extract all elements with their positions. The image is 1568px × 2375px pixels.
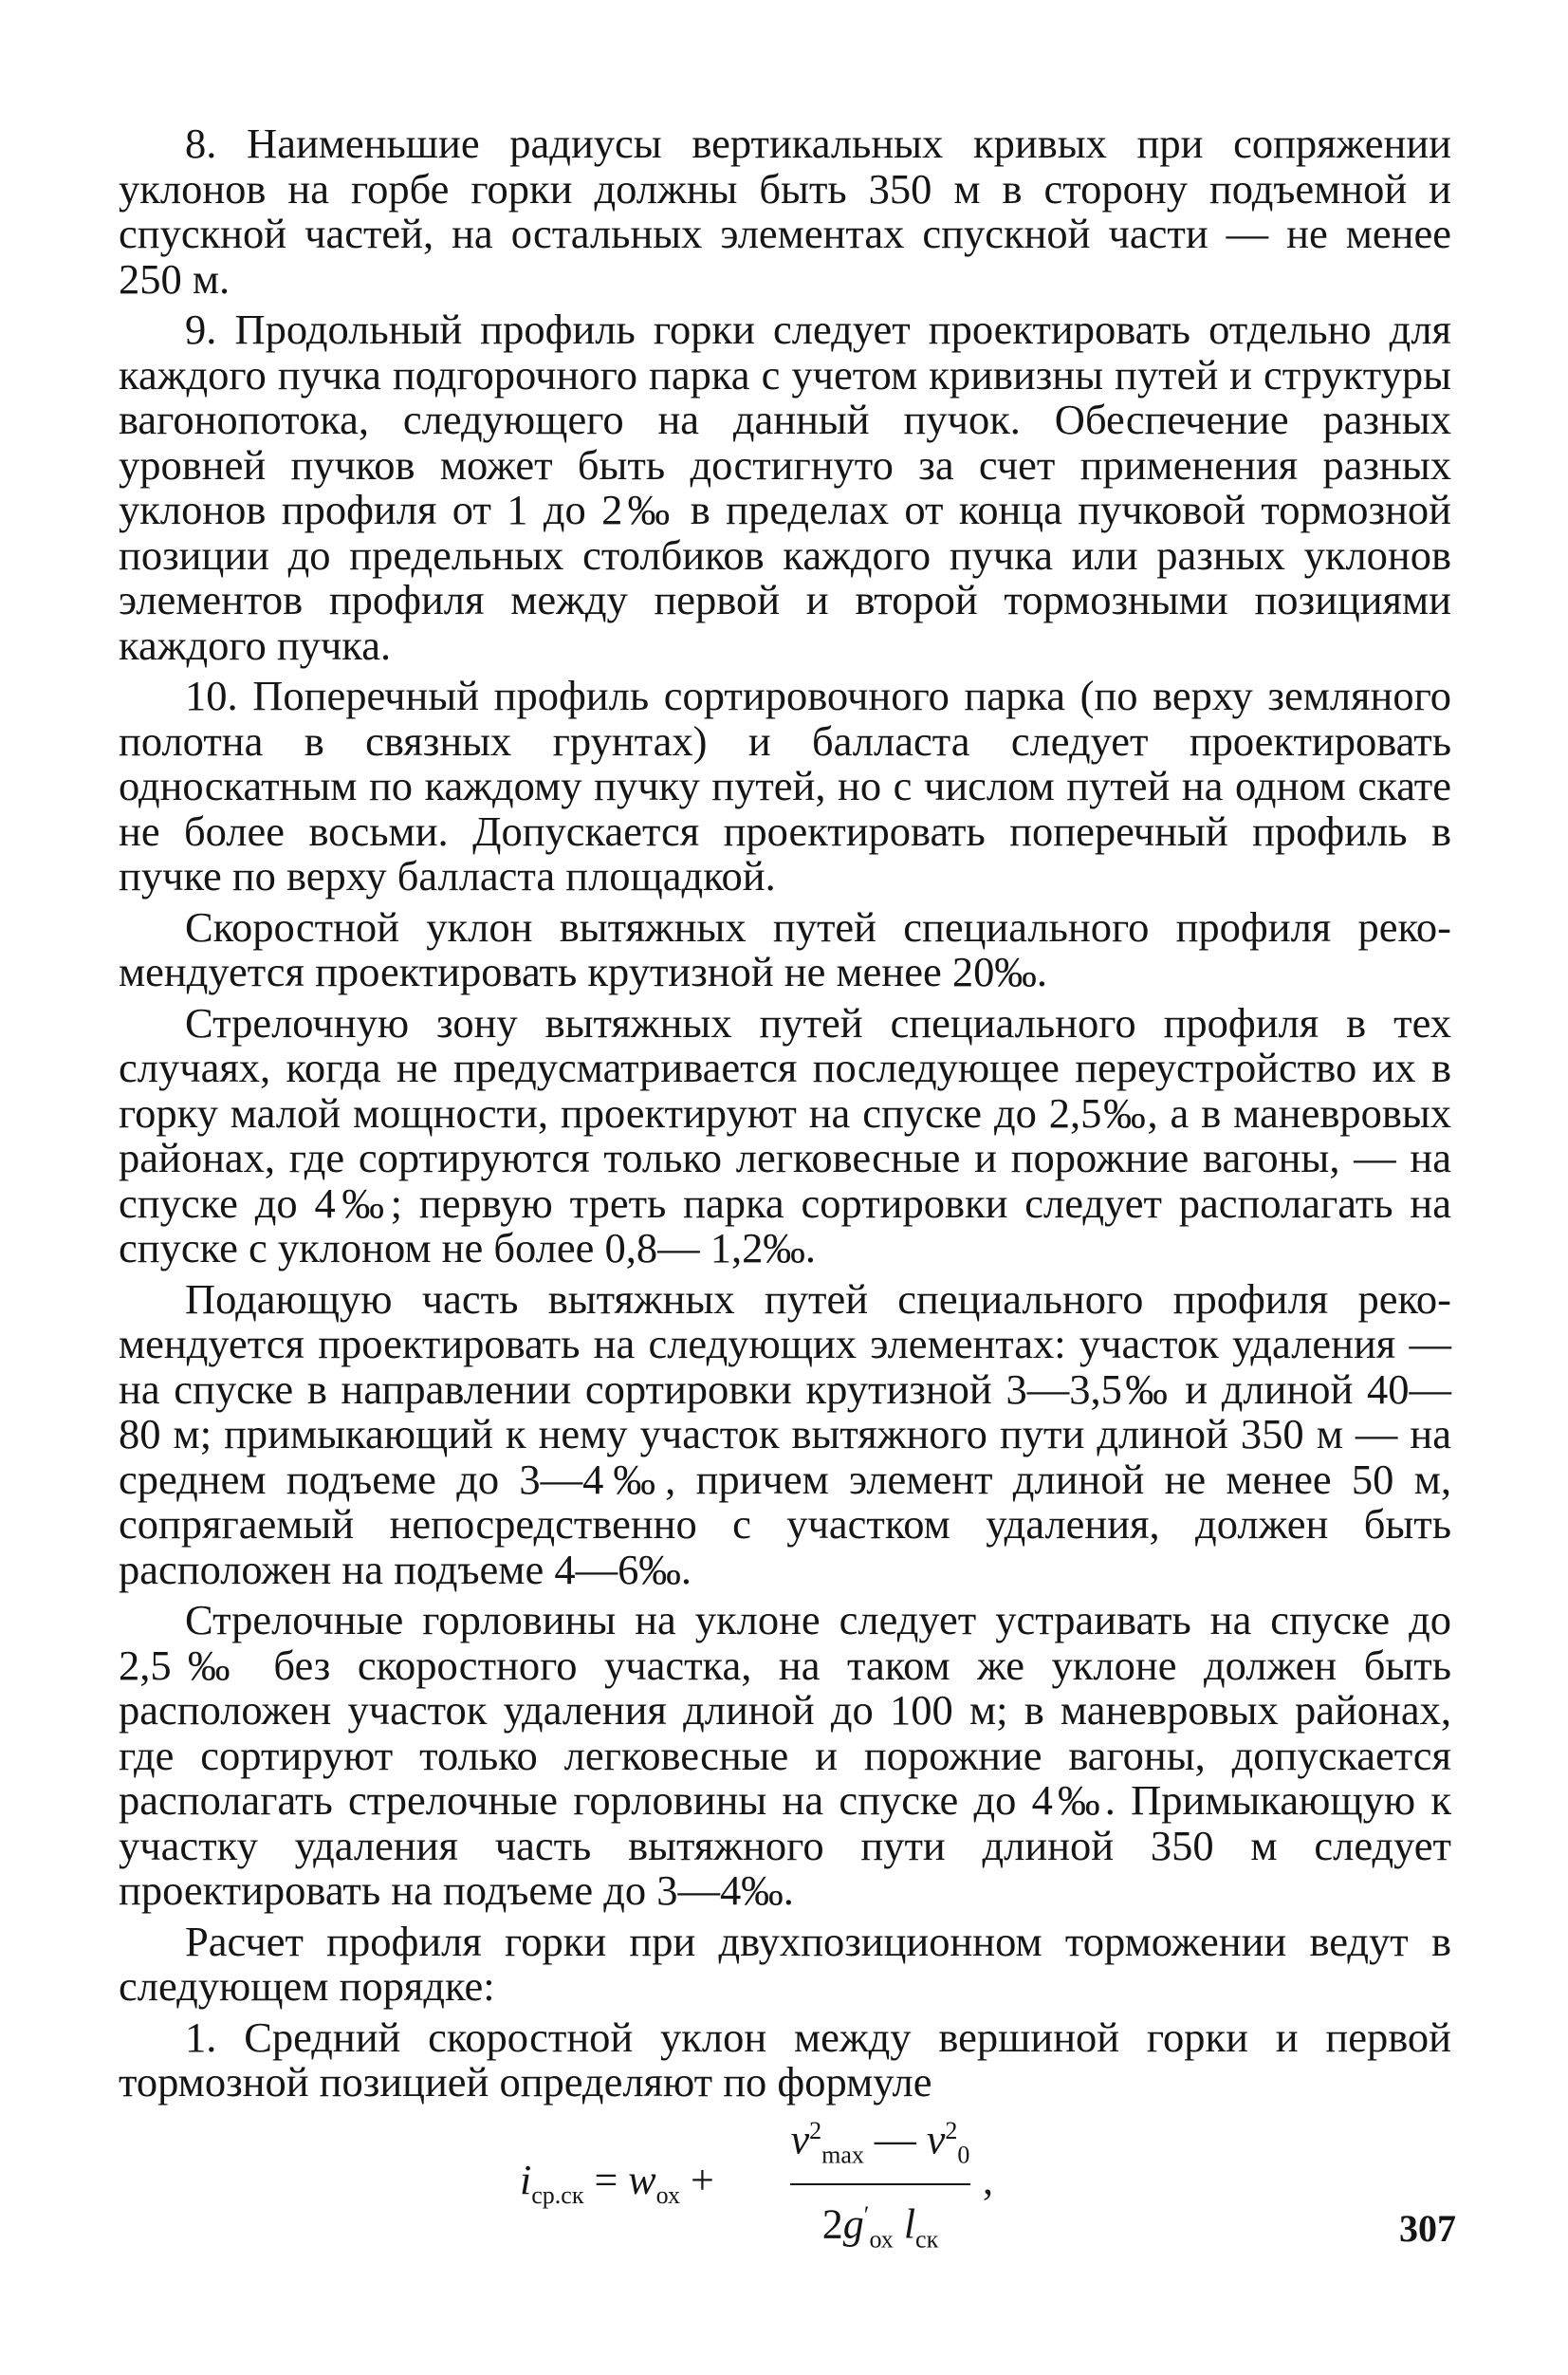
formula-sub-sr-sk: ср.ск bbox=[531, 2180, 584, 2209]
formula-var-v-max: v bbox=[790, 2116, 810, 2163]
paragraph-item-10: 10. Поперечный профиль сортировочного парка (по верху земляного полотна в связных грунтах) и балласта следует проектировать односкатным по каждому пучку путей, но с числом путей на одном скате не более восьми. Допускается проектировать поперечный профиль в пучке по верху балласта площадкой. bbox=[119, 672, 1451, 900]
page-number: 307 bbox=[1399, 2207, 1456, 2250]
formula-equals: = bbox=[594, 2157, 618, 2203]
formula-sub-ox-g: ох bbox=[869, 2225, 894, 2254]
formula-coef-2: 2 bbox=[821, 2201, 843, 2249]
speed-slope-formula bbox=[520, 2106, 1013, 2254]
formula-fraction-bar bbox=[790, 2183, 970, 2185]
formula-sub-0: 0 bbox=[957, 2141, 970, 2169]
paragraph-item-8: 8. Наименьшие радиусы вертикальных кривых при сопряжении уклонов на горбе горки должны быть 350 м в сторону подъемной и спускной частей, на остальных элементах спускной части — не менее 250 м. bbox=[119, 120, 1451, 303]
page-body bbox=[119, 121, 1451, 2111]
formula-sup-2a: 2 bbox=[809, 2117, 822, 2144]
paragraph-switch-zone: Стрелочную зону вытяжных путей специального профиля в тех случаях, когда не предусматривается последующее переустройство их в горку малой мощности, проектируют на спуске до 2,5‰, а в маневровых районах, где сортируются только легковесные и порожние вагоны, — на спуске до 4‰; первую треть парка сортировки следует располагать на спуске с уклоном не более 0,8— 1,2‰. bbox=[119, 998, 1451, 1271]
paragraph-item-9: 9. Продольный профиль горки следует проектировать отдельно для каждого пучка подгорочного парка с учетом кривизны путей и структуры вагонопотока, следующего на данный пучок. Обеспечение разных уровней пучков может быть достигнуто за счет применения разных уклонов профиля от 1 до 2‰ в пределах от конца пучковой тормозной позиции до предельных столбиков каждого пучка или разных уклонов элементов профиля между первой и второй тормозными позициями каждого пучка. bbox=[119, 306, 1451, 669]
formula-fraction bbox=[790, 2106, 970, 2265]
formula-left-side bbox=[520, 2156, 714, 2210]
formula-var-g: g bbox=[842, 2201, 864, 2249]
paragraph-step-1: 1. Средний скоростной уклон между вершиной горки и первой тормозной позицией определяют по формуле bbox=[119, 2013, 1451, 2106]
paragraph-feeding-part: Подающую часть вытяжных путей специального профиля рекомендуется проектировать на следующих элементах: участок удаления — на спуске в направлении сортировки крутизной 3—3,5‰ и длиной 40—80 м; примыкающий к нему участок вытяжного пути длиной 350 м — на среднем подъеме до 3—4‰, причем элемент длиной не менее 50 м, сопрягаемый непосредственно с участком удаления, должен быть расположен на подъеме 4—6‰. bbox=[119, 1274, 1451, 1593]
formula-plus: + bbox=[691, 2157, 714, 2203]
paragraph-switch-throats: Стрелочные горловины на уклоне следует устраивать на спуске до 2,5‰ без скоростного участка, на таком же уклоне должен быть расположен участок удаления длиной до 100 м; в маневровых районах, где сортируют только легковесные и порожние вагоны, допускается располагать стрелочные горловины на спуске до 4‰. Примыкающую к участку удаления часть вытяжного пути длиной 350 м следует проектировать на подъеме до 3—4‰. bbox=[119, 1596, 1451, 1914]
formula-denominator bbox=[790, 2191, 970, 2264]
formula-sub-max: max bbox=[821, 2141, 864, 2169]
formula-trailing-comma: , bbox=[983, 2157, 993, 2203]
formula-var-l: l bbox=[903, 2201, 916, 2249]
formula-var-v0: v bbox=[926, 2116, 946, 2163]
formula-var-i: i bbox=[520, 2157, 532, 2203]
formula-sub-sk: ск bbox=[915, 2225, 939, 2254]
paragraph-calculation-order: Расчет профиля горки при двухпозиционном торможении ведут в следующем порядке: bbox=[119, 1917, 1451, 2010]
formula-minus: — bbox=[874, 2116, 916, 2163]
formula-sub-ox: ох bbox=[655, 2180, 680, 2209]
formula-var-w: w bbox=[628, 2157, 656, 2203]
formula-sup-2b: 2 bbox=[945, 2117, 958, 2144]
formula-numerator bbox=[790, 2106, 970, 2180]
paragraph-speed-slope: Скоростной уклон вытяжных путей специального профиля рекомендуется проектировать крутизной не менее 20‰. bbox=[119, 902, 1451, 995]
formula-prime: ′ bbox=[863, 2201, 870, 2230]
